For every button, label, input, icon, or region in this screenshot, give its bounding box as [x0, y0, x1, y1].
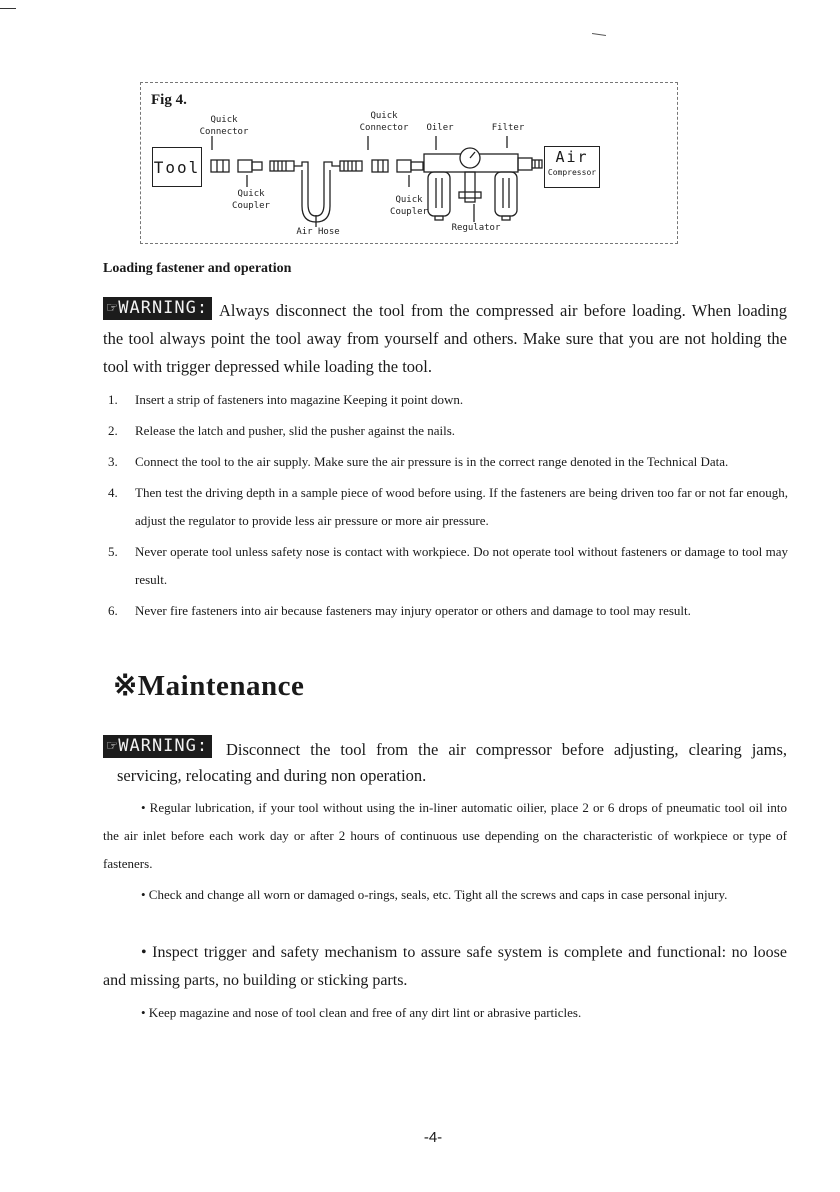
label-quick-coupler: Quick Coupler — [232, 189, 270, 211]
list-text: Connect the tool to the air supply. Make sure the air pressure is in the correct range denoted in the Technical Data. — [135, 454, 729, 469]
bullet-text: • Inspect trigger and safety mechanism to assure safe system is complete and functional: no loose and missing parts, no building or sticking parts. — [103, 944, 787, 989]
list-text: Never operate tool unless safety nose is contact with workpiece. Do not operate tool without fasteners or damage to tool may result. — [135, 544, 788, 587]
bullet-text: • Regular lubrication, if your tool without using the in-liner automatic oilier, place 2 or 6 drops of pneumatic tool oil into the air inlet before each work day or after 2 hours of continuous use depending on the characteristic of workpiece or type of fasteners. — [103, 800, 787, 871]
list-text: Release the latch and pusher, slid the pusher against the nails. — [135, 423, 456, 438]
list-item — [108, 479, 788, 535]
figure-title: Fig 4. — [151, 92, 187, 108]
list-number: 2. — [108, 423, 118, 438]
air-compressor-box — [544, 146, 600, 188]
list-text: Then test the driving depth in a sample piece of wood before using. If the fasteners are being driven too far or not far enough, adjust the regulator to provide less air pressure or more air pressure. — [135, 485, 788, 528]
bullet-text: • Check and change all worn or damaged o-rings, seals, etc. Tight all the screws and caps in case personal injury. — [141, 887, 728, 902]
compressor-label: Compressor — [547, 168, 597, 177]
tool-box: Tool — [152, 147, 202, 187]
quick-connector-shape — [211, 160, 229, 172]
scan-mark — [592, 33, 606, 36]
loading-steps-list — [108, 386, 788, 628]
quick-coupler-shape — [397, 160, 411, 172]
warning-text: Always disconnect the tool from the compressed air before loading. When loading — [219, 301, 787, 320]
label-oiler: Oiler — [426, 123, 454, 133]
list-item — [108, 597, 788, 625]
maintenance-bullet — [103, 999, 787, 1027]
air-label: Air — [555, 148, 589, 166]
list-item — [108, 386, 788, 414]
filter-bowl-shape — [495, 172, 517, 216]
list-number: 3. — [108, 454, 118, 469]
maintenance-bullet — [103, 939, 787, 995]
list-number: 6. — [108, 603, 118, 618]
bullet-text: • Keep magazine and nose of tool clean and free of any dirt lint or abrasive particles. — [141, 1005, 582, 1020]
label-filter: Filter — [491, 123, 525, 133]
warning-text-continued: the tool always point the tool away from yourself and others. Make sure that you are not holding the tool with trigger depressed while loading the tool. — [103, 329, 787, 376]
section-heading-loading: Loading fastener and operation — [103, 261, 292, 276]
warning-badge — [103, 297, 212, 320]
list-item — [108, 448, 788, 476]
page-number: -4- — [423, 1129, 443, 1146]
list-item — [108, 538, 788, 594]
list-number: 4. — [108, 485, 118, 500]
label-quick-connector: Quick Connector — [359, 111, 409, 133]
list-item — [108, 417, 788, 445]
maintenance-bullet — [103, 794, 787, 878]
list-number: 5. — [108, 544, 118, 559]
warning-badge — [103, 735, 212, 758]
page-corner-mark — [0, 8, 16, 9]
maintenance-bullet — [103, 881, 787, 909]
section-heading-maintenance: ※Maintenance — [113, 670, 305, 702]
air-hose-shape — [294, 162, 340, 216]
label-quick-coupler: Quick Coupler — [390, 195, 428, 217]
label-air-hose: Air Hose — [296, 227, 340, 237]
warning-label: ☞WARNING: — [103, 297, 212, 320]
warning-text-continued: servicing, relocating and during non operation. — [117, 766, 427, 785]
list-number: 1. — [108, 392, 118, 407]
list-text: Insert a strip of fasteners into magazine Keeping it point down. — [135, 392, 464, 407]
warning-text: Disconnect the tool from the air compressor before adjusting, clearing jams, — [226, 740, 787, 759]
hose-fitting-shape — [340, 161, 362, 171]
warning-label: ☞WARNING: — [103, 735, 212, 758]
quick-coupler-shape — [238, 160, 252, 172]
quick-connector-shape — [372, 160, 388, 172]
label-quick-connector: Quick Connector — [199, 115, 249, 137]
label-regulator: Regulator — [451, 223, 501, 233]
list-text: Never fire fasteners into air because fasteners may injury operator or others and damage to tool may result. — [135, 603, 691, 618]
